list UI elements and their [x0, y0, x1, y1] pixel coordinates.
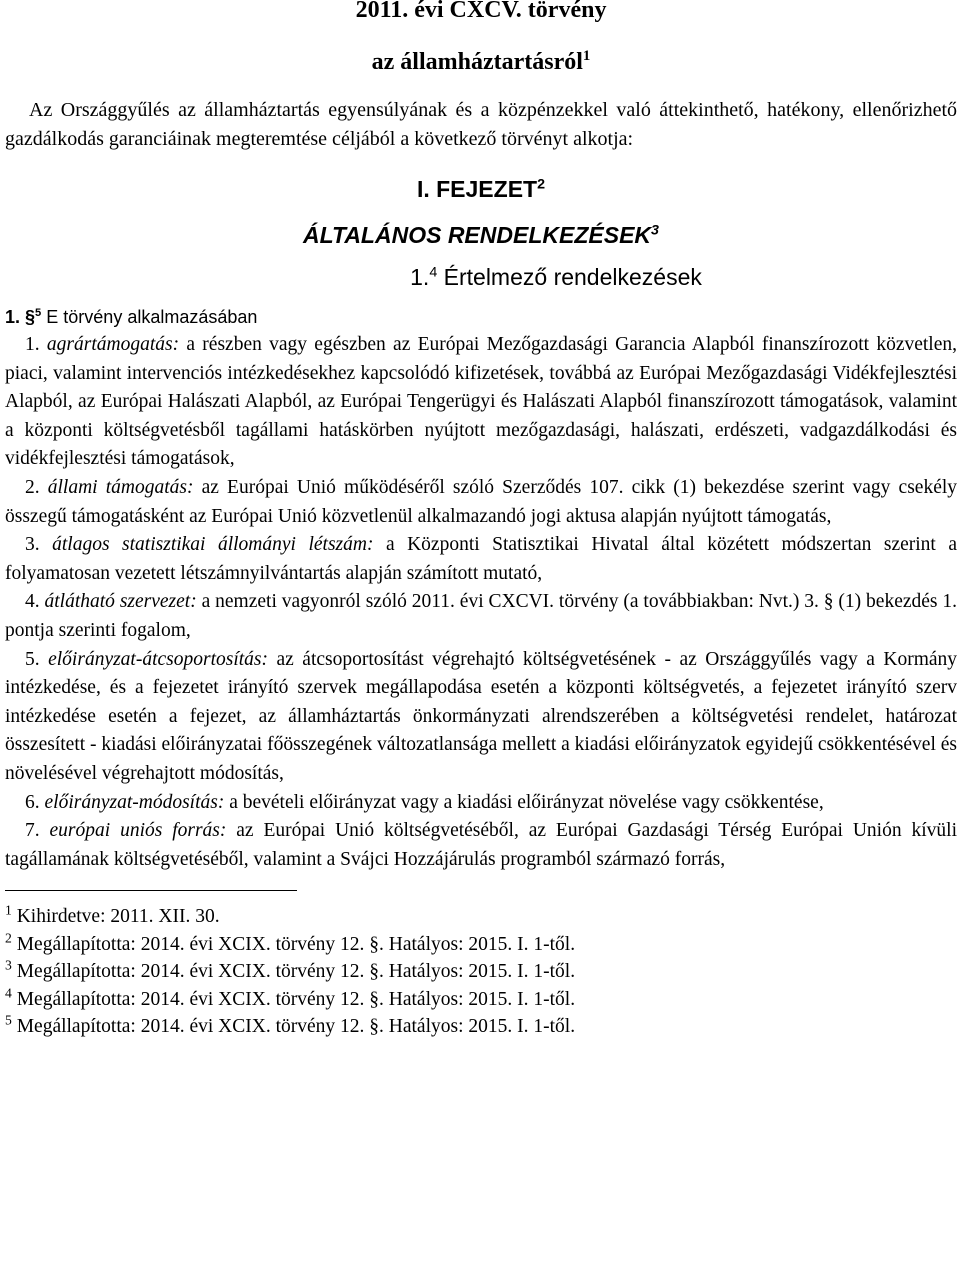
definition-item: [5, 474, 957, 531]
definition-item: [5, 646, 957, 789]
footnote-text: Megállapította: 2014. évi XCIX. törvény 12. §. Hatályos: 2015. I. 1-től.: [16, 988, 576, 1010]
definition-term: állami támogatás:: [47, 476, 194, 498]
definition-number: 1.: [25, 334, 40, 355]
law-number-text: 2011. évi CXCV. törvény: [355, 0, 607, 23]
section-title: E törvény alkalmazásában: [46, 307, 258, 327]
chapter-title: [5, 220, 957, 250]
definition-term: agrártámogatás:: [46, 334, 180, 355]
footnotes-list: [5, 903, 957, 1041]
footnote-mark: 3: [5, 957, 12, 973]
footnote-item: [5, 903, 957, 931]
footnote-ref[interactable]: 3: [651, 222, 659, 239]
subchapter-title: [5, 262, 957, 292]
footnote-ref[interactable]: 1: [582, 48, 591, 64]
subchapter-number: 1.: [410, 264, 430, 290]
footnote-divider: [5, 890, 297, 891]
footnote-text: Megállapította: 2014. évi XCIX. törvény 12. §. Hatályos: 2015. I. 1-től.: [16, 1016, 576, 1038]
subchapter-title-text: Értelmező rendelkezések: [443, 264, 702, 290]
law-subject-title: [5, 48, 957, 76]
definition-term: átlátható szervezet:: [44, 591, 197, 613]
definition-text: a bevételi előirányzat vagy a kiadási előirányzat növelése vagy csökkentése,: [229, 791, 824, 813]
law-number-title: [5, 0, 957, 24]
definition-term: előirányzat-átcsoportosítás:: [48, 648, 269, 670]
definition-text: a részben vagy egészben az Európai Mezőgazdasági Garancia Alapból finanszírozott közvetlen, piaci, valamint intervenciós intézkedésekhez kapcsolódó kifizetések, továbbá az Európai Mezőgazdasági Vidékfejlesztési Alapból, az Európai Halászati Alapból, az Európai Tengerügyi és Halászati Alapból finanszírozott támogatások, valamint a központi költségvetésből tagállami hatáskörben nyújtott mezőgazdasági, halászati, erdészeti, vadgazdálkodási és vidékfejlesztési támogatások,: [5, 334, 957, 470]
chapter-title-text: ÁLTALÁNOS RENDELKEZÉSEK: [303, 222, 652, 248]
definition-item: [5, 331, 957, 474]
definition-number: 2.: [25, 476, 40, 498]
definition-number: 5.: [25, 648, 40, 670]
footnote-ref[interactable]: 5: [35, 307, 42, 319]
footnote-mark: 5: [5, 1012, 12, 1028]
footnote-text: Megállapította: 2014. évi XCIX. törvény 12. §. Hatályos: 2015. I. 1-től.: [16, 961, 576, 983]
footnote-item: [5, 958, 957, 986]
definition-item: [5, 789, 957, 818]
definition-number: 7.: [25, 820, 40, 842]
definition-term: előirányzat-módosítás:: [44, 791, 225, 813]
law-subject-text: az államháztartásról: [371, 49, 583, 75]
footnote-item: [5, 986, 957, 1014]
footnote-mark: 2: [5, 930, 12, 946]
chapter-number-text: I. FEJEZET: [416, 176, 538, 202]
document-page: [5, 0, 957, 1041]
footnote-text: Kihirdetve: 2011. XII. 30.: [16, 906, 220, 928]
definition-number: 6.: [25, 791, 40, 813]
chapter-number: [5, 174, 957, 204]
section-heading: [5, 305, 957, 329]
footnote-item: [5, 931, 957, 959]
definition-text: az átcsoportosítást végrehajtó költségvetésének - az Országgyűlés vagy a Kormány intézkedése, és a fejezetet irányító szervek megállapodása esetén a központi költségvetés, a fejezetet irányító szerv intézkedése esetén a fejezet, az államháztartás önkormányzati alrendszerében a költségvetési rendelet, határozat összesített - kiadási előirányzatai főösszegének változatlansága mellett a kiadási előirányzatok egyidejű csökkentésével és növelésével végrehajtott módosítás,: [5, 648, 958, 784]
footnote-mark: 4: [5, 985, 12, 1001]
definition-text: az Európai Unió költségvetéséből, az Európai Gazdasági Térség Európai Unión kívüli tagállamának költségvetéséből, valamint a Svájci Hozzájárulás programból származó forrás,: [5, 820, 957, 870]
definition-item: [5, 531, 957, 588]
section-sign: §: [25, 307, 36, 327]
definition-text: a Központi Statisztikai Hivatal által közétett módszertan szerint a folyamatosan vezetett létszámnyilvántartás alapján számított mutató,: [5, 534, 957, 584]
definition-item: [5, 817, 957, 874]
definition-text: a nemzeti vagyonról szóló 2011. évi CXCVI. törvény (a továbbiakban: Nvt.) 3. § (1) bekezdés 1. pontja szerinti fogalom,: [5, 591, 958, 641]
definitions-list: [5, 331, 957, 874]
footnote-ref[interactable]: 4: [429, 264, 438, 281]
footnote-mark: 1: [5, 902, 12, 918]
preamble: Az Országgyűlés az államháztartás egyensúlyának és a közpénzekkel való áttekinthető, hatékony, ellenőrizhető gazdálkodás garanciáinak megteremtése céljából a következő törvényt alkotja:: [5, 99, 957, 150]
definition-term: európai uniós forrás:: [49, 820, 227, 842]
definition-text: az Európai Unió működéséről szóló Szerződés 107. cikk (1) bekezdése szerint vagy csekély összegű támogatásként az Európai Unió közvetlenül alkalmazandó jogi aktusa alapján nyújtott támogatás,: [5, 476, 958, 527]
footnote-item: [5, 1013, 957, 1041]
section-number: 1.: [5, 307, 21, 327]
footnote-text: Megállapította: 2014. évi XCIX. törvény 12. §. Hatályos: 2015. I. 1-től.: [16, 933, 576, 955]
definition-item: [5, 588, 957, 645]
footnote-ref[interactable]: 2: [537, 176, 546, 193]
definition-number: 3.: [25, 534, 40, 556]
definition-term: átlagos statisztikai állományi létszám:: [52, 534, 374, 556]
definition-number: 4.: [25, 591, 40, 613]
